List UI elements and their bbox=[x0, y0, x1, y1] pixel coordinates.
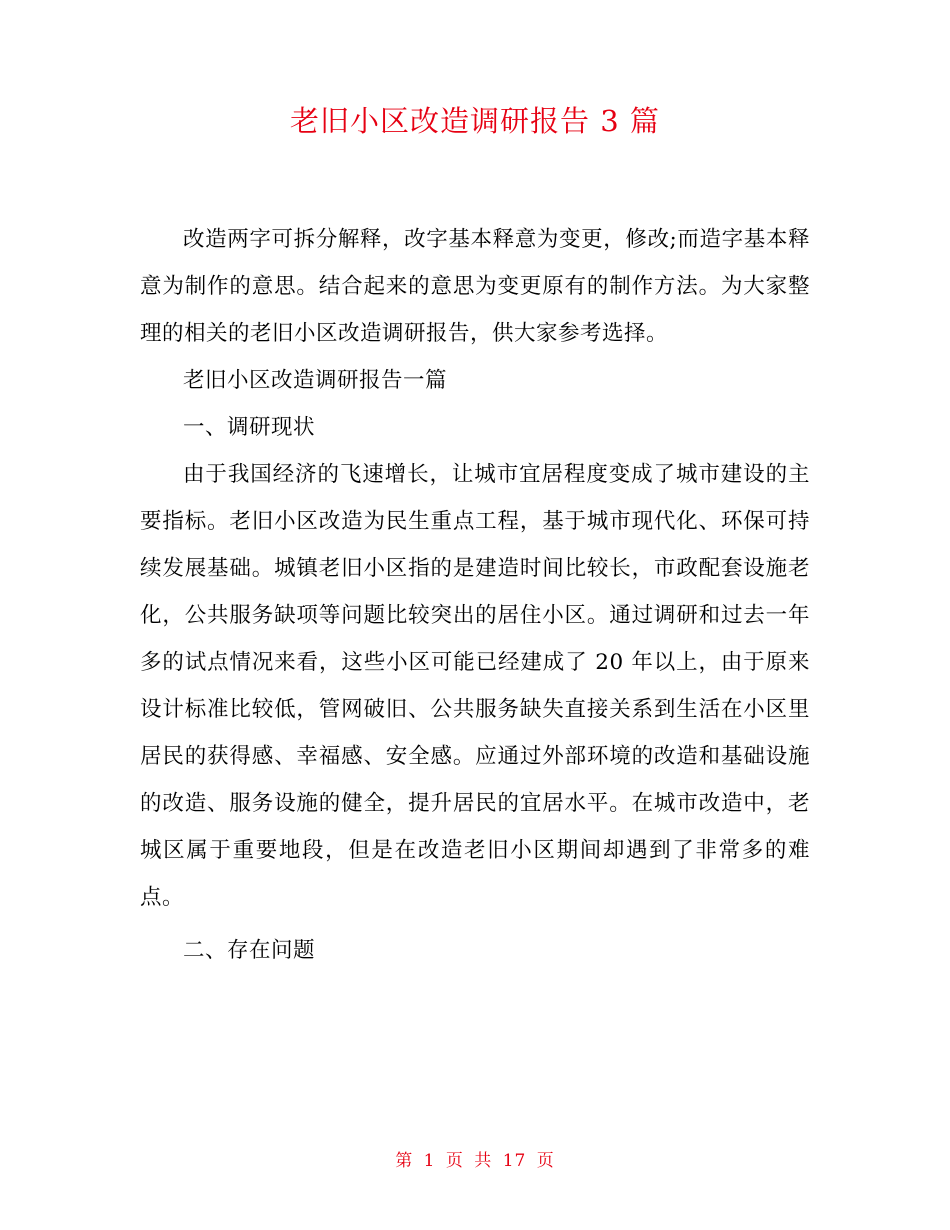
status-paragraph: 由于我国经济的飞速增长，让城市宜居程度变成了城市建设的主要指标。老旧小区改造为民生重点工程，基于城市现代化、环保可持续发展基础。城镇老旧小区指的是建造时间比较长，市政配套设施老化，公共服务缺项等问题比较突出的居住小区。通过调研和过去一年多的试点情况来看，这些小区可能已经建成了 20 年以上，由于原来设计标准比较低，管网破旧、公共服务缺失直接关系到生活在小区里居民的获得感、幸福感、安全感。应通过外部环境的改造和基础设施的改造、服务设施的健全，提升居民的宜居水平。在城市改造中，老城区属于重要地段，但是在改造老旧小区期间却遇到了非常多的难点。 bbox=[140, 462, 810, 910]
document-title: 老旧小区改造调研报告 3 篇 bbox=[290, 104, 660, 138]
subheading-existing-problems: 二、存在问题 bbox=[183, 938, 316, 963]
intro-paragraph: 改造两字可拆分解释，改字基本释意为变更，修改;而造字基本释意为制作的意思。结合起来的意思为变更原有的制作方法。为大家整理的相关的老旧小区改造调研报告，供大家参考选择。 bbox=[140, 227, 810, 346]
subheading-current-status: 一、调研现状 bbox=[183, 415, 316, 440]
page-number-footer: 第 1 页 共 17 页 bbox=[395, 1151, 555, 1171]
document-body bbox=[140, 216, 810, 974]
section-heading-report-one: 老旧小区改造调研报告一篇 bbox=[183, 368, 448, 393]
